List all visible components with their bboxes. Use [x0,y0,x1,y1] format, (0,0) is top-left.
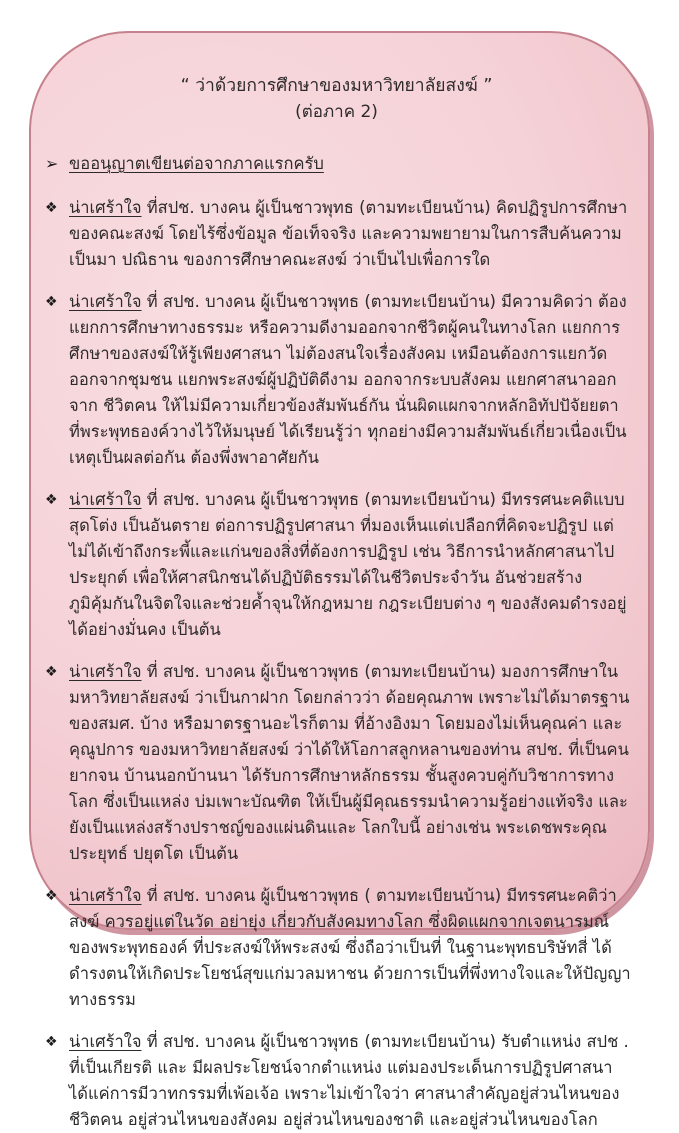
bullet-list [41,195,632,1133]
bullet-text: ที่ สปช. บางคน ผู้เป็นชาวพุทธ (ตามทะเบียนบ้าน) มีทรรศนะคติแบบสุดโต่ง เป็นอันตราย ต่อการปฏิรูปศาสนา ที่มองเห็นแต่เปลือกที่คิดจะปฏิรูป แต่ไม่ได้เข้าถึงกระพี้และแก่นของสิ่งที่ต้องการปฏิรูป เช่น วิธีการนำหลักศาสนาไปประยุกต์ เพื่อให้ศาสนิกชนได้ปฏิบัติธรรมได้ในชีวิตประจำวัน อันช่วยสร้าง ภูมิคุ้มกันในจิตใจและช่วยค้ำจุนให้กฎหมาย กฎระเบียบต่าง ๆ ของสังคมดำรงอยู่ได้อย่างมั่นคง เป็นต้น [69,490,627,639]
diamond-bullet-icon: ❖ [45,492,58,508]
diamond-bullet-icon: ❖ [45,294,58,310]
bullet-lead: น่าเศร้าใจ [69,662,142,681]
bullet-text: ที่ สปช. บางคน ผู้เป็นชาวพุทธ (ตามทะเบียนบ้าน) มีความคิดว่า ต้องแยกการศึกษาทางธรรมะ หรือความดีงามออกจากชีวิตผู้คนในทางโลก แยกการศึกษาของสงฆ์ให้รู้เพียงศาสนา ไม่ต้องสนใจเรื่องสังคม เหมือนต้องการแยกวัดออกจากชุมชน แยกพระสงฆ์ผู้ปฏิบัติดีงาม ออกจากระบบสังคม แยกศาสนาออกจาก ชีวิตคน ให้ไม่มีความเกี่ยวข้องสัมพันธ์กัน นั่นผิดแผกจากหลักอิทัปปัจัยยตา ที่พระพุทธองค์วางไว้ให้มนุษย์ ได้เรียนรู้ว่า ทุกอย่างมีความสัมพันธ์เกี่ยวเนื่องเป็นเหตุเป็นผลต่อกัน ต้องพึ่งพาอาศัยกัน [69,292,627,467]
page-subtitle: (ต่อภาค 2) [295,102,378,122]
bullet-text: ที่ สปช. บางคน ผู้เป็นชาวพุทธ (ตามทะเบียนบ้าน) มองการศึกษาในมหาวิทยาลัยสงฆ์ ว่าเป็นกาฝาก โดยกล่าวว่า ด้อยคุณภาพ เพราะไม่ได้มาตรฐานของสมศ. บ้าง หรือมาตรฐานอะไรก็ตาม ที่อ้างอิงมา โดยมองไม่เห็นคุณค่า และคุณูปการ ของมหาวิทยาลัยสงฆ์ ว่าได้ให้โอกาสลูกหลานของท่าน สปช. ที่เป็นคนยากจน บ้านนอกบ้านนา ได้รับการศึกษาหลักธรรม ชั้นสูงควบคู่กับวิชาการทางโลก ซึ่งเป็นแหล่ง บ่มเพาะบัณฑิต ให้เป็นผู้มีคุณธรรมนำความรู้อย่างแท้จริง และยังเป็นแหล่งสร้างปราชญ์ของแผ่นดินและ โลกใบนี้ อย่างเช่น พระเดชพระคุณ ประยุทธ์ ปยุตโต เป็นต้น [69,662,630,863]
document-card [29,31,650,1129]
bullet-item [41,659,632,867]
arrowhead-bullet-icon: ➢ [45,154,59,173]
diamond-bullet-icon: ❖ [45,1034,58,1050]
bullet-item [41,883,632,1013]
bullet-text: ที่ สปช. บางคน ผู้เป็นชาวพุทธ (ตามทะเบียนบ้าน) รับตำแหน่ง สปช . ที่เป็นเกียรติ และ มีผลประโยชน์จากตำแหน่ง แต่มองประเด็นการปฏิรูปศาสนา ได้แค่การมีวาทกรรมที่เพ้อเจ้อ เพราะไม่เข้าใจว่า ศาสนาสำคัญอยู่ส่วนไหนของชีวิตคน อยู่ส่วนไหนของสังคม อยู่ส่วนไหนของชาติ และอยู่ส่วนไหนของโลก [69,1032,629,1129]
intro-text: ขออนุญาตเขียนต่อจากภาคแรกครับ [69,154,324,173]
bullet-item [41,289,632,471]
bullet-lead: น่าเศร้าใจ [69,292,142,311]
diamond-bullet-icon: ❖ [45,664,58,680]
diamond-bullet-icon: ❖ [45,200,58,216]
bullet-lead: น่าเศร้าใจ [69,490,142,509]
bullet-lead: น่าเศร้าใจ [69,886,142,905]
bullet-item [41,1029,632,1133]
bullet-lead: น่าเศร้าใจ [69,198,142,217]
diamond-bullet-icon: ❖ [45,888,58,904]
bullet-item [41,487,632,643]
bullet-lead: น่าเศร้าใจ [69,1032,142,1051]
title-block [41,73,632,125]
bullet-item [41,195,632,273]
intro-line [41,151,632,177]
bullet-text: ที่ สปช. บางคน ผู้เป็นชาวพุทธ ( ตามทะเบียนบ้าน) มีทรรศนะคติว่า สงฆ์ ควรอยู่แต่ในวัด อย่ายุ่ง เกี่ยวกับสังคมทางโลก ซึ่งผิดแผกจากเจตนารมณ์ของพระพุทธองค์ ที่ประสงฆ์ให้พระสงฆ์ ซึ่งถือว่าเป็นที่ ในฐานะพุทธบริษัทสี่ ได้ดำรงตนให้เกิดประโยชน์สุขแก่มวลมหาชน ด้วยการเป็นที่พึ่งทางใจและให้ปัญญา ทางธรรม [69,886,631,1009]
page-title: “ ว่าด้วยการศึกษาของมหาวิทยาลัยสงฆ์ ” [180,76,493,96]
bullet-text: ที่สปช. บางคน ผู้เป็นชาวพุทธ (ตามทะเบียนบ้าน) คิดปฏิรูปการศึกษาของคณะสงฆ์ โดยไร้ซึ่งข้อมูล ข้อเท็จจริง และความพยายามในการสืบค้นความเป็นมา ปณิธาน ของการศึกษาคณะสงฆ์ ว่าเป็นไปเพื่อการใด [69,198,628,269]
